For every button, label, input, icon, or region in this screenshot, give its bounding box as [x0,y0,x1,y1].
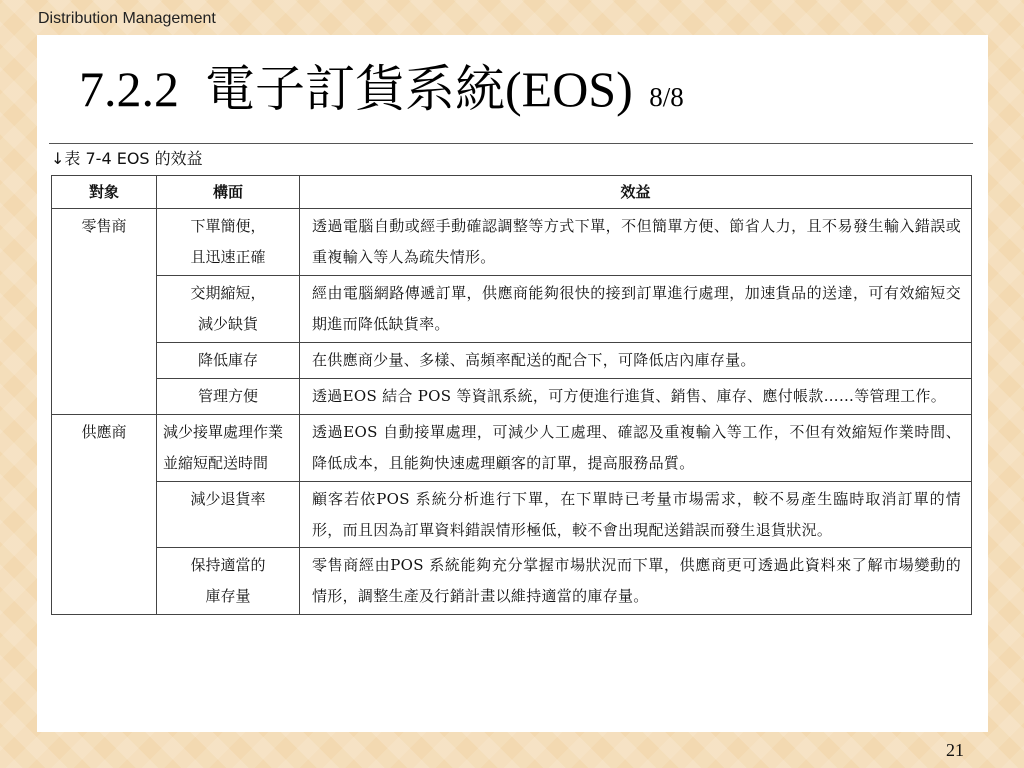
table-row [52,276,972,343]
aspect-cell [157,276,300,343]
aspect-cell: 管理方便 [157,379,300,415]
table-caption: ↓表 7-4 EOS 的效益 [51,149,203,168]
benefit-cell: 顧客若依POS 系統分析進行下單，在下單時已考量市場需求，較不易產生臨時取消訂單的情形，而且因為訂單資料錯誤情形極低，較不會出現配送錯誤而發生退貨狀況。 [300,482,972,548]
aspect-cell: 減少接單處理作業並縮短配送時間 [157,415,300,482]
page-indicator: 8/8 [649,82,684,112]
header-label: Distribution Management [38,10,216,27]
slide-content [37,35,988,732]
aspect-cell [157,209,300,276]
table-row [52,415,972,482]
column-header-aspect: 構面 [157,176,300,209]
title-text: 電子訂貨系統(EOS) [205,61,633,117]
aspect-cell: 降低庫存 [157,343,300,379]
aspect-cell [157,548,300,615]
column-header-target: 對象 [52,176,157,209]
page-number: 21 [946,740,964,760]
eos-benefits-table [51,175,972,615]
caption-divider [49,143,973,144]
aspect-text: 保持適當的 庫存量 [190,556,266,605]
benefit-cell: 經由電腦網路傳遞訂單，供應商能夠很快的接到訂單進行處理，加速貨品的送達，可有效縮短交期進而降低缺貨率。 [300,276,972,343]
benefit-cell: 在供應商少量、多樣、高頻率配送的配合下，可降低店內庫存量。 [300,343,972,379]
section-number: 7.2.2 [79,61,179,117]
table-row [52,482,972,548]
benefit-cell: 透過EOS 自動接單處理，可減少人工處理、確認及重複輸入等工作，不但有效縮短作業時間、降低成本，且能夠快速處理顧客的訂單，提高服務品質。 [300,415,972,482]
table-row [52,379,972,415]
target-cell-supplier: 供應商 [52,415,157,615]
table-row [52,548,972,615]
benefit-cell: 透過電腦自動或經手動確認調整等方式下單，不但簡單方便、節省人力，且不易發生輸入錯誤或重複輸入等人為疏失情形。 [300,209,972,276]
benefit-cell: 零售商經由POS 系統能夠充分掌握市場狀況而下單，供應商更可透過此資料來了解市場變動的情形，調整生產及行銷計畫以維持適當的庫存量。 [300,548,972,615]
benefit-cell: 透過EOS 結合 POS 等資訊系統，可方便進行進貨、銷售、庫存、應付帳款……等管理工作。 [300,379,972,415]
slide-title [79,57,684,129]
table-header-row [52,176,972,209]
aspect-text: 交期縮短， 減少缺貨 [190,284,266,333]
table-row [52,343,972,379]
aspect-text: 下單簡便， 且迅速正確 [190,217,266,266]
column-header-benefit: 效益 [300,176,972,209]
target-cell-retailer: 零售商 [52,209,157,415]
aspect-cell: 減少退貨率 [157,482,300,548]
table-row [52,209,972,276]
